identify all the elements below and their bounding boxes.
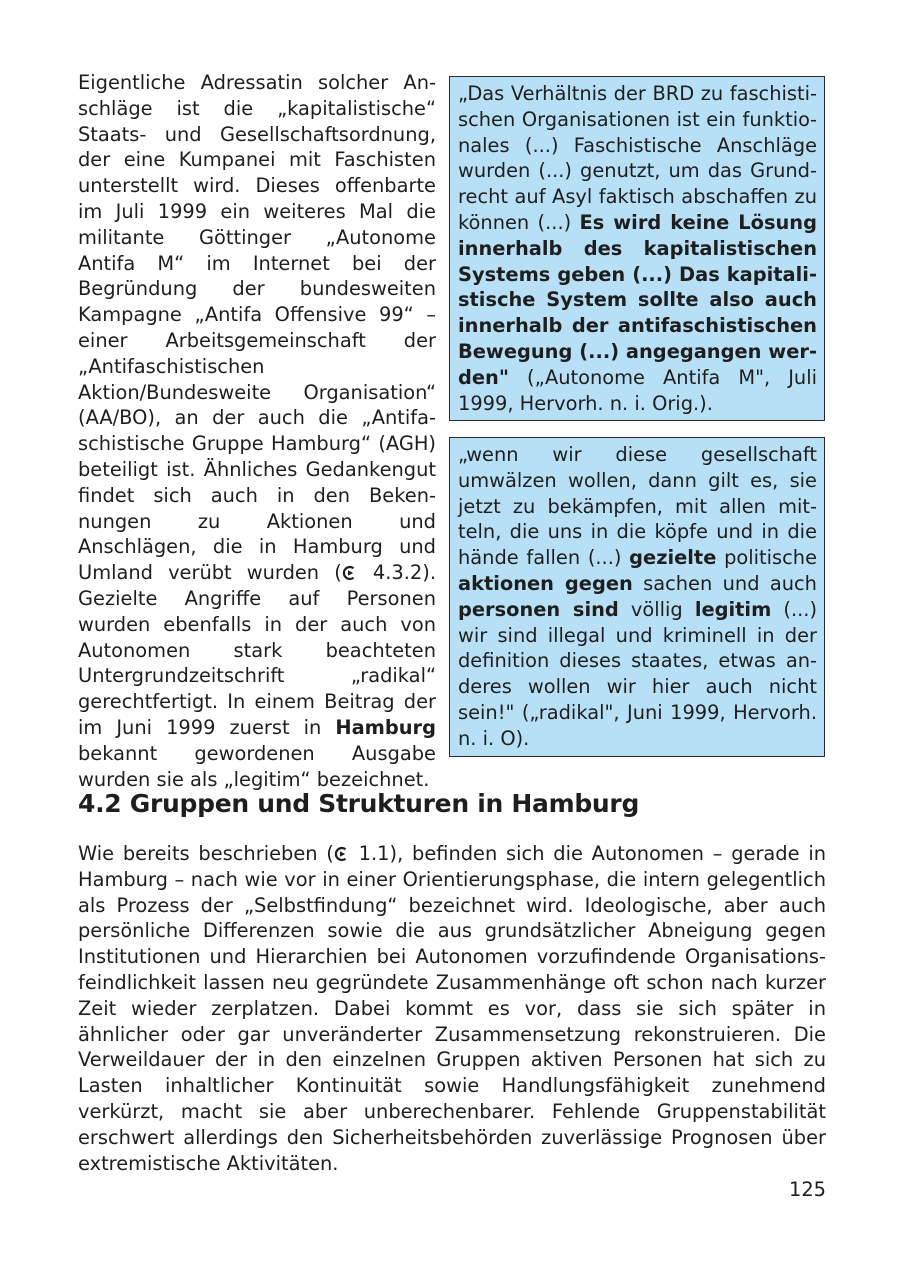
quote2-bold-1: gezielte [629, 546, 717, 570]
arrow-circle-icon [342, 565, 358, 581]
left-text-part-2: bekannt gewordenen Ausgabe wurden sie als „legitim“ bezeichnet. [78, 741, 436, 791]
left-column-paragraph [78, 70, 436, 792]
quote-box-antifa-m [449, 76, 825, 421]
page-number: 125 [788, 1178, 826, 1201]
section-body-paragraph [78, 841, 826, 1176]
quote-radikal-text [458, 442, 817, 752]
quote1-source: („Autonome Antifa M", Juli 1999, Hervorh. n. i. Orig.). [458, 365, 817, 415]
arrow-circle-icon [334, 846, 350, 862]
quote2-bold-4: legitim [694, 597, 772, 621]
left-text-part-1: Eigentliche Adressatin solcher Anschläge ist die „kapitalistische“ Staats- und Gesellschaftsordnung, der eine Kumpanei mit Faschisten unterstellt wird. Dieses offenbarte im Juli 1999 ein weiteres Mal die militante Göttinger „Autonome Antifa M“ im Internet bei der Begründung der bundesweiten Kampagne „Antifa Offensive 99“ – einer Arbeitsgemeinschaft der „Antifaschistischen Aktion/Bundesweite Organisation“ (AA/BO), an der auch die „Antifaschistische Gruppe Hamburg“ (AGH) beteiligt ist. Ähnliches Gedankengut findet sich auch in den Bekennungen zu Aktionen und Anschlägen, die in Hamburg und Umland verübt wurden ( [78, 71, 436, 585]
section-title: 4.2 Gruppen und Strukturen in Hamburg [78, 789, 640, 818]
quote2-text-1: „wenn wir diese gesellschaft umwälzen wollen, dann gilt es, sie jetzt zu bekämpfen, mit allen mitteln, die uns in die köpfe und in die hände fallen (...) [458, 443, 817, 570]
quote2-bold-2: aktionen gegen [458, 571, 633, 595]
section-text-before-ref: Wie bereits beschrieben ( [78, 842, 334, 865]
quote-box-radikal [449, 437, 825, 757]
quote1-text-1: „Das Verhältnis der BRD zu faschistischen Organisationen ist ein funktionales (...) Faschistische Anschläge wurden (...) genutzt, um das Grundrecht auf Asyl faktisch abschaffen zu können (...) [458, 82, 817, 234]
quote2-text-4: völlig [618, 597, 695, 621]
quote2-bold-3: personen sind [458, 597, 619, 621]
quote2-text-3: sachen und auch [632, 571, 817, 595]
left-text-ref: 4.3.2). Gezielte Angriffe auf Personen wurden ebenfalls in der auch von Autonomen stark beachteten Untergrundzeitschrift „radikal“ gerechtfertigt. In einem Beitrag der im Juni 1999 zuerst in [78, 561, 436, 739]
section-text-after-ref: 1.1), befinden sich die Autonomen – gerade in Hamburg – nach wie vor in einer Orientierungsphase, die intern gelegentlich als Prozess der „Selbstfindung“ bezeichnet wird. Ideologische, aber auch persönliche Differenzen sowie die aus grundsätzlicher Abneigung gegen Institutionen und Hierarchien bei Autonomen vorzufindende Organisationsfeindlichkeit lassen neu gegründete Zusammenhänge oft schon nach kurzer Zeit wieder zerplatzen. Dabei kommt es vor, dass sie sich später in ähnlicher oder gar unveränderter Zusammensetzung rekonstruieren. Die Verweildauer der in den einzelnen Gruppen aktiven Personen hat sich zu Lasten inhaltlicher Kontinuität sowie Handlungsfähigkeit zunehmend verkürzt, macht sie aber unberechenbarer. Fehlende Gruppenstabilität erschwert allerdings den Sicherheitsbehörden zuverlässige Prognosen über extremistische Aktivitäten. [78, 842, 826, 1175]
quote1-bold: Es wird keine Lösung innerhalb des kapitalistischen Systems geben (...) Das kapitalistische System sollte also auch innerhalb der antifaschistischen Bewegung (...) angegangen werden" [458, 210, 817, 389]
quote2-text-5: (...) wir sind illegal und kriminell in der definition dieses staates, etwas anderes wollen wir hier auch nicht sein!" („radikal", Juni 1999, Hervorh. n. i. O). [458, 597, 818, 750]
left-column [78, 70, 436, 792]
hamburg-bold: Hamburg [335, 715, 436, 739]
quote2-text-2: politische [716, 546, 817, 570]
quote-antifa-m-text [458, 81, 817, 416]
